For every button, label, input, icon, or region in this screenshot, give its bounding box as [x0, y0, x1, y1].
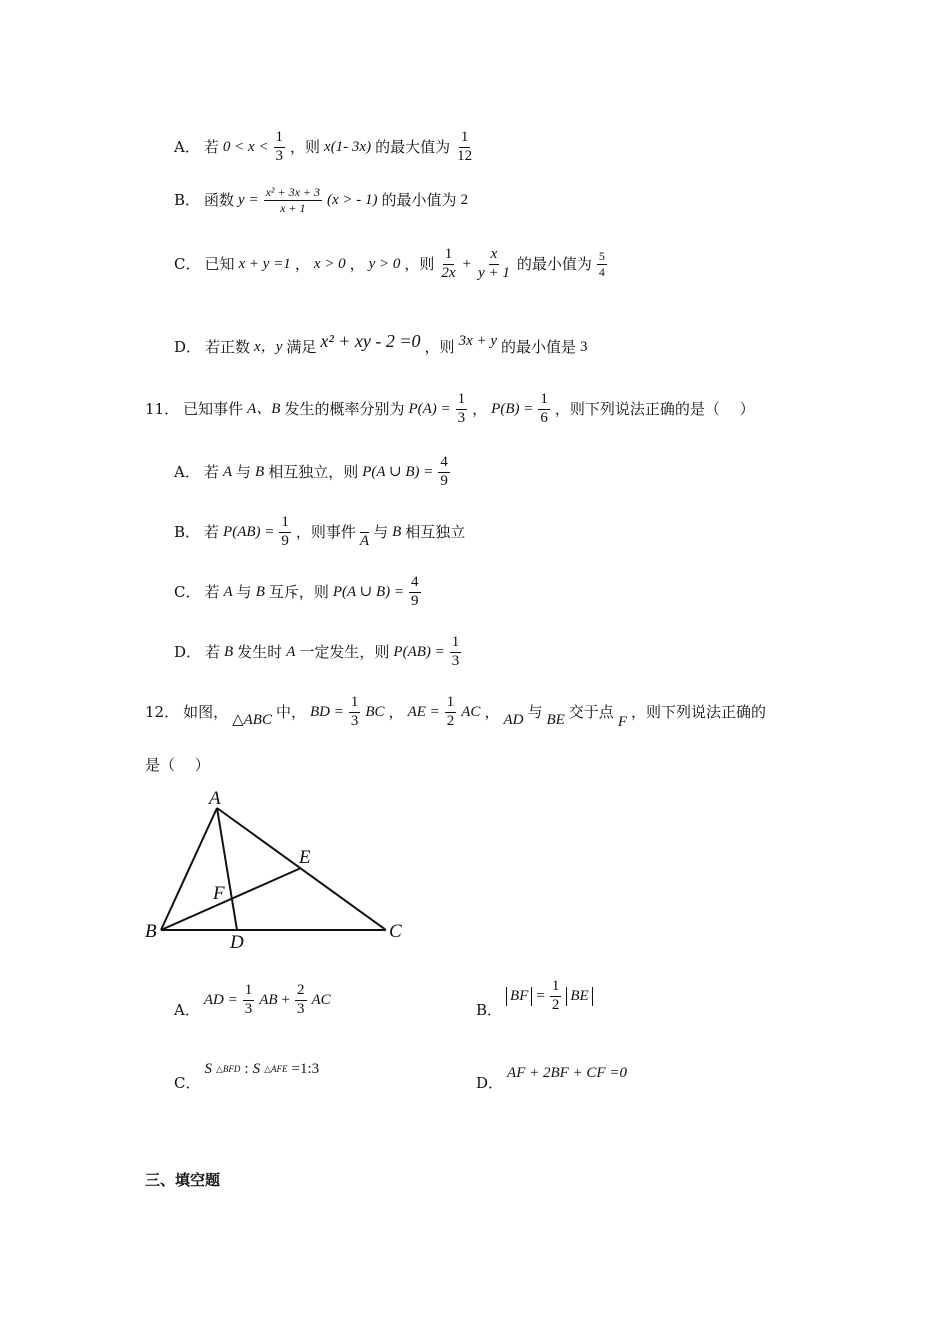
- text: 相互独立: [405, 522, 466, 541]
- text: 互斥，则: [268, 582, 329, 601]
- section-title: 三、填空题: [145, 1171, 221, 1189]
- text: 已知事件: [183, 399, 244, 418]
- math-vector-equation: AF + 2BF + CF =0: [507, 1065, 627, 1081]
- numerator: 1: [459, 130, 471, 148]
- numerator: 4: [409, 575, 421, 593]
- text: 若正数: [205, 337, 251, 356]
- denominator: 9: [440, 472, 448, 489]
- numerator: 1: [450, 635, 462, 653]
- fraction: [550, 979, 562, 1014]
- math-variable: A: [222, 463, 233, 480]
- math-variables: x，y: [254, 338, 283, 355]
- math-domain: (x > - 1): [327, 191, 378, 208]
- q12-stem: [145, 695, 766, 730]
- numerator: 1: [279, 515, 291, 533]
- math-variable: B: [255, 463, 265, 480]
- equals-sign: =: [536, 987, 545, 1004]
- math-expression: P(B) =: [491, 400, 534, 417]
- numerator: x² + 3x + 3: [265, 185, 321, 199]
- segment-ad: [217, 808, 237, 930]
- fraction: [538, 392, 550, 427]
- fraction: [295, 983, 307, 1018]
- option-label: A．: [174, 137, 200, 156]
- label-f: F: [213, 883, 225, 904]
- math-area: S: [252, 1061, 261, 1077]
- denominator: 9: [281, 532, 289, 549]
- separator: ，: [484, 702, 500, 721]
- text: 的最小值为: [516, 254, 592, 273]
- text: 若: [204, 522, 220, 541]
- fraction: [279, 515, 291, 550]
- math-vector-magnitude: BE: [566, 987, 592, 1006]
- q12-option-d: [476, 1065, 627, 1092]
- math-variable: B: [255, 583, 265, 600]
- denominator: 2: [551, 996, 560, 1013]
- denominator: 9: [411, 592, 419, 609]
- text: 与: [236, 462, 252, 481]
- q11-option-b: [174, 515, 465, 550]
- text: 与: [236, 582, 252, 601]
- denominator: 3: [244, 1000, 253, 1017]
- fraction: [445, 695, 457, 730]
- q12-option-b: [476, 978, 593, 1019]
- math-vector: BC: [365, 703, 385, 720]
- section-3-heading: [145, 1173, 220, 1188]
- option-label: B．: [174, 522, 201, 541]
- option-label: D．: [174, 642, 202, 661]
- fraction: [439, 247, 457, 282]
- label-e: E: [299, 847, 311, 868]
- numerator: 1: [550, 979, 562, 997]
- option-label: D．: [476, 1074, 504, 1092]
- plus-sign: +: [462, 255, 472, 272]
- text: 是（ ）: [145, 756, 210, 774]
- math-vector: AC: [311, 991, 331, 1008]
- denominator: 12: [457, 147, 473, 164]
- text: 发生的概率分别为: [284, 399, 405, 418]
- option-label: C．: [174, 254, 201, 273]
- math-vector: AD =: [203, 991, 238, 1008]
- math-variable-complement: $\overline{A}$: [359, 532, 370, 549]
- text: 的最小值是: [501, 337, 577, 356]
- numerator: 1: [538, 392, 550, 410]
- numerator: 1: [443, 247, 455, 265]
- label-d: D: [230, 932, 244, 953]
- fraction: [476, 247, 512, 282]
- q12-stem-line2: [145, 758, 210, 773]
- option-label: B．: [174, 190, 201, 209]
- text: ，则: [290, 137, 321, 156]
- ratio-value: =1:3: [291, 1061, 320, 1077]
- option-label: B．: [476, 1000, 503, 1019]
- fraction: [274, 130, 286, 165]
- math-condition: x > 0: [313, 255, 346, 272]
- triangle-figure: [140, 785, 420, 955]
- math-segment: BE: [546, 711, 565, 728]
- fraction: [456, 392, 468, 427]
- q11-option-d: [174, 635, 462, 670]
- math-expression: 3x + y: [458, 332, 497, 349]
- math-expression: P(AB) =: [393, 643, 445, 660]
- colon: :: [244, 1061, 249, 1077]
- q10-option-c: [174, 247, 608, 282]
- denominator: 2x: [441, 264, 456, 281]
- math-expression: y =: [238, 191, 259, 208]
- numerator: 2: [295, 983, 307, 1001]
- math-area: S: [204, 1061, 212, 1077]
- fraction: [349, 695, 361, 730]
- q11-stem: [145, 392, 755, 427]
- text: 的最大值为: [375, 137, 451, 156]
- numerator: 1: [456, 392, 468, 410]
- separator: ，: [294, 254, 310, 273]
- option-label: C．: [174, 582, 201, 601]
- text: 一定发生，则: [299, 642, 390, 661]
- option-label: A．: [174, 1000, 200, 1019]
- numerator: x: [489, 247, 500, 265]
- fraction: [409, 575, 421, 610]
- math-subscript: △AFE: [264, 1064, 288, 1074]
- math-condition: y > 0: [368, 255, 401, 272]
- fraction: [243, 983, 255, 1018]
- denominator: 3: [457, 409, 466, 426]
- math-expression: P(A ∪ B) =: [332, 583, 405, 600]
- denominator: 6: [540, 409, 548, 426]
- text: 如图，: [183, 702, 229, 721]
- text: ，则: [424, 337, 455, 356]
- math-triangle: △ABC: [232, 711, 272, 728]
- denominator: 4: [598, 264, 605, 279]
- numerator: 1: [274, 130, 286, 148]
- math-vector: AC: [461, 703, 481, 720]
- q10-option-a: [174, 130, 475, 165]
- separator: ，: [472, 399, 488, 418]
- text: ，则下列说法正确的: [630, 702, 766, 721]
- fraction: [264, 186, 322, 214]
- text: 中，: [275, 702, 306, 721]
- label-a: A: [209, 788, 221, 809]
- q10-option-d: [174, 331, 588, 356]
- label-b: B: [145, 921, 157, 942]
- math-subscript: △BFD: [215, 1064, 241, 1074]
- text: 与: [373, 522, 389, 541]
- denominator: y + 1: [478, 264, 510, 281]
- math-point: F: [617, 713, 627, 730]
- option-label: A．: [174, 462, 200, 481]
- denominator: x + 1: [280, 200, 306, 215]
- math-variable: A: [223, 583, 233, 600]
- denominator: 3: [275, 147, 284, 164]
- math-expression: P(A) =: [408, 400, 451, 417]
- text: 相互独立，则: [268, 462, 359, 481]
- math-equation: x² + xy - 2 =0: [320, 331, 421, 351]
- math-variable: A: [286, 643, 296, 660]
- fraction: [450, 635, 462, 670]
- text: 若: [203, 137, 219, 156]
- label-c: C: [389, 921, 402, 942]
- segment-be: [161, 868, 301, 930]
- fraction: [597, 250, 607, 278]
- numerator: 1: [243, 983, 255, 1001]
- denominator: 3: [350, 712, 359, 729]
- q10-option-b: [174, 186, 468, 214]
- text: 若: [204, 582, 220, 601]
- text: ，则事件: [295, 522, 356, 541]
- separator: ，: [388, 702, 404, 721]
- fraction: [438, 455, 450, 490]
- numerator: 1: [349, 695, 361, 713]
- text: 交于点: [568, 702, 614, 721]
- math-vector: AB: [259, 991, 278, 1008]
- numerator: 1: [445, 695, 457, 713]
- text: 已知: [204, 254, 235, 273]
- denominator: 3: [451, 652, 460, 669]
- separator: ，: [349, 254, 365, 273]
- text: 发生时: [237, 642, 283, 661]
- denominator: 2: [446, 712, 455, 729]
- text: 与: [527, 702, 543, 721]
- question-number: 12．: [145, 702, 180, 721]
- math-equation: x + y =1: [238, 255, 291, 272]
- text: 满足: [286, 337, 317, 356]
- math-vector: BD =: [310, 703, 344, 720]
- segment-ab: [161, 808, 217, 930]
- math-segment: AD: [503, 711, 524, 728]
- text: 的最小值为: [381, 190, 457, 209]
- numerator: 5: [598, 249, 605, 264]
- numerator: 4: [438, 455, 450, 473]
- text: ，则下列说法正确的是（ ）: [554, 399, 755, 418]
- text: 函数: [204, 190, 235, 209]
- option-label: C．: [174, 1074, 201, 1092]
- math-expression: x(1- 3x): [324, 138, 372, 155]
- math-vector: AE =: [407, 703, 440, 720]
- q12-option-a: [174, 983, 331, 1018]
- math-variable: B: [392, 523, 402, 540]
- math-expression: P(A ∪ B) =: [362, 463, 434, 480]
- math-variable: B: [224, 643, 234, 660]
- q12-option-c: [174, 1061, 320, 1092]
- math-condition: 0 < x <: [222, 138, 269, 155]
- math-vector-magnitude: BF: [506, 987, 532, 1006]
- q11-option-a: [174, 455, 451, 490]
- text: ，则: [404, 254, 435, 273]
- math-events: A、B: [247, 400, 281, 417]
- value: 2: [460, 191, 469, 208]
- text: 若: [203, 462, 219, 481]
- q11-option-c: [174, 575, 422, 610]
- math-expression: P(AB) =: [223, 523, 275, 540]
- fraction: [455, 130, 474, 165]
- text: 若: [205, 642, 221, 661]
- question-number: 11．: [145, 399, 180, 418]
- value: 3: [580, 338, 588, 355]
- denominator: 3: [297, 1000, 305, 1017]
- segment-ac: [217, 808, 386, 930]
- option-label: D．: [174, 337, 202, 356]
- plus-sign: +: [281, 991, 291, 1008]
